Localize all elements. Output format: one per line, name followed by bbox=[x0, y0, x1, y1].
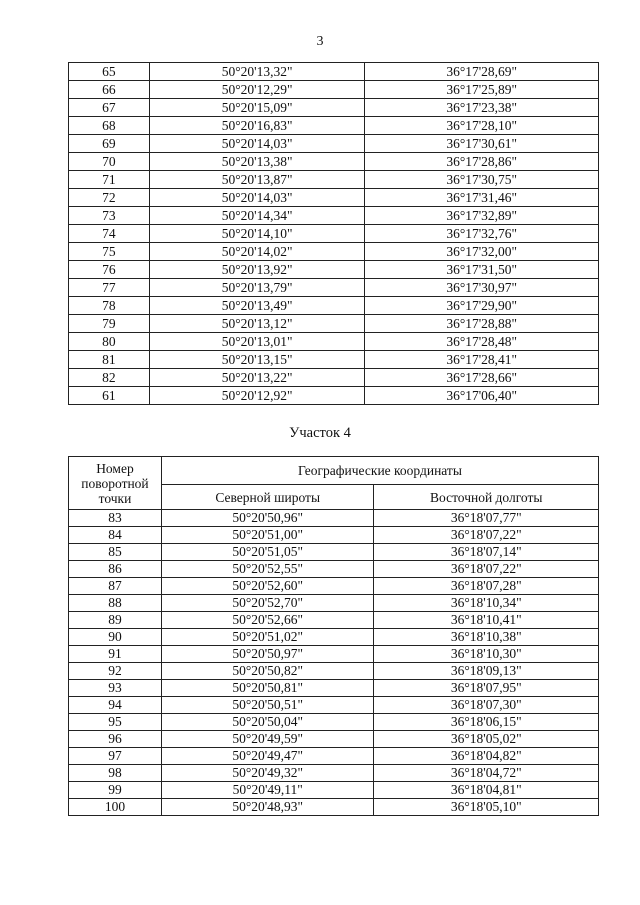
cell-longitude: 36°17'32,00" bbox=[365, 243, 599, 261]
table-body bbox=[69, 63, 599, 405]
cell-latitude: 50°20'15,09" bbox=[149, 99, 365, 117]
cell-latitude: 50°20'13,15" bbox=[149, 351, 365, 369]
cell-latitude: 50°20'50,96" bbox=[161, 510, 374, 527]
cell-longitude: 36°17'28,10" bbox=[365, 117, 599, 135]
cell-latitude: 50°20'13,22" bbox=[149, 369, 365, 387]
table-row bbox=[69, 629, 599, 646]
cell-longitude: 36°18'07,77" bbox=[374, 510, 599, 527]
table-row bbox=[69, 81, 599, 99]
cell-longitude: 36°17'28,48" bbox=[365, 333, 599, 351]
cell-latitude: 50°20'50,04" bbox=[161, 714, 374, 731]
cell-latitude: 50°20'52,66" bbox=[161, 612, 374, 629]
cell-point-number: 91 bbox=[69, 646, 162, 663]
cell-longitude: 36°17'31,50" bbox=[365, 261, 599, 279]
cell-longitude: 36°17'28,41" bbox=[365, 351, 599, 369]
table-row bbox=[69, 748, 599, 765]
cell-latitude: 50°20'14,03" bbox=[149, 135, 365, 153]
cell-point-number: 84 bbox=[69, 527, 162, 544]
cell-point-number: 76 bbox=[69, 261, 150, 279]
cell-point-number: 68 bbox=[69, 117, 150, 135]
cell-longitude: 36°18'06,15" bbox=[374, 714, 599, 731]
table-row bbox=[69, 153, 599, 171]
cell-point-number: 87 bbox=[69, 578, 162, 595]
cell-point-number: 73 bbox=[69, 207, 150, 225]
table-row bbox=[69, 387, 599, 405]
cell-point-number: 89 bbox=[69, 612, 162, 629]
cell-longitude: 36°17'23,38" bbox=[365, 99, 599, 117]
table-row bbox=[69, 135, 599, 153]
table-row bbox=[69, 369, 599, 387]
cell-longitude: 36°17'29,90" bbox=[365, 297, 599, 315]
cell-latitude: 50°20'50,51" bbox=[161, 697, 374, 714]
cell-longitude: 36°18'10,34" bbox=[374, 595, 599, 612]
cell-point-number: 100 bbox=[69, 799, 162, 816]
table-row bbox=[69, 351, 599, 369]
cell-point-number: 83 bbox=[69, 510, 162, 527]
cell-point-number: 69 bbox=[69, 135, 150, 153]
cell-latitude: 50°20'52,60" bbox=[161, 578, 374, 595]
cell-latitude: 50°20'51,05" bbox=[161, 544, 374, 561]
header-longitude: Восточной долготы bbox=[374, 485, 599, 510]
cell-point-number: 86 bbox=[69, 561, 162, 578]
table-row bbox=[69, 561, 599, 578]
cell-longitude: 36°17'32,89" bbox=[365, 207, 599, 225]
cell-longitude: 36°17'32,76" bbox=[365, 225, 599, 243]
cell-latitude: 50°20'14,10" bbox=[149, 225, 365, 243]
cell-longitude: 36°17'30,97" bbox=[365, 279, 599, 297]
cell-latitude: 50°20'13,38" bbox=[149, 153, 365, 171]
cell-latitude: 50°20'49,11" bbox=[161, 782, 374, 799]
cell-point-number: 80 bbox=[69, 333, 150, 351]
cell-point-number: 98 bbox=[69, 765, 162, 782]
cell-latitude: 50°20'49,59" bbox=[161, 731, 374, 748]
header-latitude: Северной широты bbox=[161, 485, 374, 510]
table-row bbox=[69, 333, 599, 351]
table-row bbox=[69, 578, 599, 595]
cell-longitude: 36°17'06,40" bbox=[365, 387, 599, 405]
cell-latitude: 50°20'12,92" bbox=[149, 387, 365, 405]
cell-latitude: 50°20'13,12" bbox=[149, 315, 365, 333]
table-row bbox=[69, 63, 599, 81]
table-row bbox=[69, 297, 599, 315]
page-number: 3 bbox=[316, 34, 324, 49]
table-row bbox=[69, 731, 599, 748]
cell-point-number: 71 bbox=[69, 171, 150, 189]
cell-longitude: 36°17'28,66" bbox=[365, 369, 599, 387]
coordinates-table-continued bbox=[68, 62, 599, 405]
table-row bbox=[69, 117, 599, 135]
cell-longitude: 36°17'28,69" bbox=[365, 63, 599, 81]
cell-latitude: 50°20'16,83" bbox=[149, 117, 365, 135]
cell-point-number: 72 bbox=[69, 189, 150, 207]
cell-longitude: 36°18'07,30" bbox=[374, 697, 599, 714]
cell-latitude: 50°20'52,70" bbox=[161, 595, 374, 612]
cell-latitude: 50°20'13,49" bbox=[149, 297, 365, 315]
cell-latitude: 50°20'51,00" bbox=[161, 527, 374, 544]
cell-point-number: 77 bbox=[69, 279, 150, 297]
table-row bbox=[69, 510, 599, 527]
cell-point-number: 61 bbox=[69, 387, 150, 405]
cell-latitude: 50°20'48,93" bbox=[161, 799, 374, 816]
cell-latitude: 50°20'50,82" bbox=[161, 663, 374, 680]
table-row bbox=[69, 646, 599, 663]
table-row bbox=[69, 527, 599, 544]
coordinates-table-section-4 bbox=[68, 456, 599, 816]
table-row bbox=[69, 799, 599, 816]
table-row bbox=[69, 225, 599, 243]
table-row bbox=[69, 714, 599, 731]
cell-point-number: 94 bbox=[69, 697, 162, 714]
table-row bbox=[69, 782, 599, 799]
cell-longitude: 36°18'04,81" bbox=[374, 782, 599, 799]
cell-latitude: 50°20'13,92" bbox=[149, 261, 365, 279]
cell-point-number: 90 bbox=[69, 629, 162, 646]
cell-longitude: 36°17'31,46" bbox=[365, 189, 599, 207]
cell-point-number: 82 bbox=[69, 369, 150, 387]
cell-longitude: 36°18'05,02" bbox=[374, 731, 599, 748]
header-geo-coordinates: Географические координаты bbox=[161, 457, 598, 485]
table-row bbox=[69, 697, 599, 714]
section-title: Участок 4 bbox=[289, 425, 351, 441]
table-row bbox=[69, 207, 599, 225]
cell-latitude: 50°20'13,87" bbox=[149, 171, 365, 189]
table-row bbox=[69, 765, 599, 782]
cell-point-number: 97 bbox=[69, 748, 162, 765]
table-row bbox=[69, 261, 599, 279]
cell-latitude: 50°20'13,79" bbox=[149, 279, 365, 297]
cell-longitude: 36°18'10,38" bbox=[374, 629, 599, 646]
cell-latitude: 50°20'50,81" bbox=[161, 680, 374, 697]
cell-latitude: 50°20'14,03" bbox=[149, 189, 365, 207]
table-row bbox=[69, 315, 599, 333]
cell-longitude: 36°17'28,88" bbox=[365, 315, 599, 333]
cell-point-number: 66 bbox=[69, 81, 150, 99]
cell-longitude: 36°18'07,95" bbox=[374, 680, 599, 697]
cell-point-number: 95 bbox=[69, 714, 162, 731]
cell-point-number: 74 bbox=[69, 225, 150, 243]
cell-point-number: 92 bbox=[69, 663, 162, 680]
cell-longitude: 36°18'10,41" bbox=[374, 612, 599, 629]
cell-latitude: 50°20'49,47" bbox=[161, 748, 374, 765]
cell-point-number: 93 bbox=[69, 680, 162, 697]
table-row bbox=[69, 279, 599, 297]
cell-longitude: 36°18'05,10" bbox=[374, 799, 599, 816]
cell-longitude: 36°18'07,22" bbox=[374, 527, 599, 544]
cell-latitude: 50°20'14,34" bbox=[149, 207, 365, 225]
table-row bbox=[69, 243, 599, 261]
cell-point-number: 85 bbox=[69, 544, 162, 561]
cell-latitude: 50°20'51,02" bbox=[161, 629, 374, 646]
cell-longitude: 36°17'30,75" bbox=[365, 171, 599, 189]
cell-point-number: 70 bbox=[69, 153, 150, 171]
cell-point-number: 79 bbox=[69, 315, 150, 333]
cell-point-number: 75 bbox=[69, 243, 150, 261]
cell-point-number: 99 bbox=[69, 782, 162, 799]
cell-point-number: 96 bbox=[69, 731, 162, 748]
cell-latitude: 50°20'13,32" bbox=[149, 63, 365, 81]
cell-point-number: 78 bbox=[69, 297, 150, 315]
cell-longitude: 36°18'09,13" bbox=[374, 663, 599, 680]
cell-longitude: 36°18'07,14" bbox=[374, 544, 599, 561]
cell-point-number: 67 bbox=[69, 99, 150, 117]
table-row bbox=[69, 189, 599, 207]
table-row bbox=[69, 99, 599, 117]
cell-longitude: 36°18'07,22" bbox=[374, 561, 599, 578]
table-row bbox=[69, 544, 599, 561]
cell-latitude: 50°20'13,01" bbox=[149, 333, 365, 351]
header-point-number: Номер поворотной точки bbox=[69, 457, 162, 510]
cell-latitude: 50°20'50,97" bbox=[161, 646, 374, 663]
cell-point-number: 81 bbox=[69, 351, 150, 369]
cell-longitude: 36°18'04,72" bbox=[374, 765, 599, 782]
table-row bbox=[69, 171, 599, 189]
table-row bbox=[69, 680, 599, 697]
cell-point-number: 88 bbox=[69, 595, 162, 612]
cell-latitude: 50°20'52,55" bbox=[161, 561, 374, 578]
cell-longitude: 36°17'30,61" bbox=[365, 135, 599, 153]
table-row bbox=[69, 595, 599, 612]
cell-latitude: 50°20'12,29" bbox=[149, 81, 365, 99]
cell-point-number: 65 bbox=[69, 63, 150, 81]
cell-longitude: 36°17'25,89" bbox=[365, 81, 599, 99]
cell-longitude: 36°18'04,82" bbox=[374, 748, 599, 765]
table-body bbox=[69, 510, 599, 816]
table-row bbox=[69, 612, 599, 629]
cell-longitude: 36°18'07,28" bbox=[374, 578, 599, 595]
table-row bbox=[69, 663, 599, 680]
cell-longitude: 36°17'28,86" bbox=[365, 153, 599, 171]
table-header bbox=[69, 457, 599, 510]
cell-longitude: 36°18'10,30" bbox=[374, 646, 599, 663]
cell-latitude: 50°20'14,02" bbox=[149, 243, 365, 261]
cell-latitude: 50°20'49,32" bbox=[161, 765, 374, 782]
